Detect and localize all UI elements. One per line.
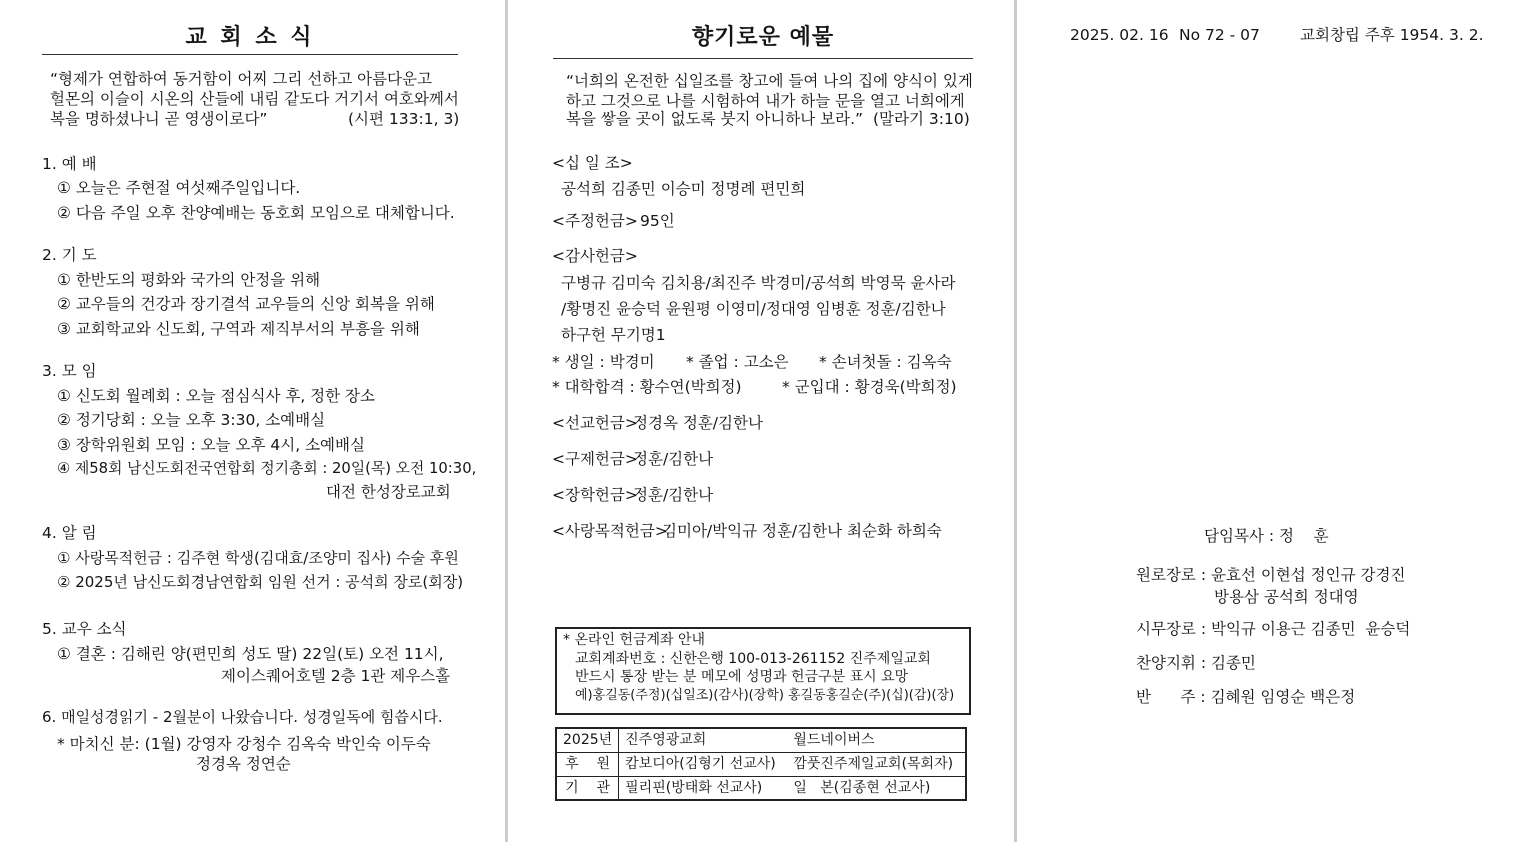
bulletin-issue-number: No 72 - 07 — [1179, 26, 1260, 44]
emeritus-elders: 원로장로 : 윤효선 이현섭 정인규 강경진 — [1136, 566, 1406, 584]
section-announcements-heading: 4. 알 림 — [42, 524, 97, 542]
table-cell: 진주영광교회 — [619, 728, 788, 752]
bible-reading-completed: * 마치신 분: (1월) 강영자 강청수 김옥숙 박인숙 이두숙 — [57, 735, 431, 753]
offerings-title: 향기로운 예물 — [691, 25, 835, 50]
list-item: ② 다음 주일 오후 찬양예배는 동호회 모임으로 대체합니다. — [57, 204, 455, 222]
love-offering-label: <사랑목적헌금> — [552, 522, 668, 540]
psalm-verse-line: 헐몬의 이슬이 시온의 산들에 내림 같도다 거기서 여호와께서 — [50, 90, 459, 108]
scholarship-offering-label: <장학헌금> — [552, 486, 638, 504]
special-offering-admission: * 대학합격 : 황수연(박희정) — [552, 378, 742, 396]
love-offering-names: 김미아/박익규 정훈/김한나 최순화 하희숙 — [662, 522, 942, 540]
bible-reading-completed-cont: 정경옥 정연순 — [196, 755, 291, 773]
special-offering-first-birthday: * 손녀첫돌 : 김옥숙 — [819, 353, 952, 371]
malachi-verse-line: 복을 쌓을 곳이 없도록 붓지 아니하나 보라.” — [566, 110, 864, 128]
psalm-verse-line: “형제가 연합하여 동거함이 어찌 그리 선하고 아름다운고 — [50, 70, 432, 88]
psalm-verse-reference: (시편 133:1, 3) — [348, 110, 460, 128]
weekly-offering-count: 95인 — [640, 212, 675, 230]
online-offering-account: 교회계좌번호 : 신한은행 100-013-261152 진주제일교회 — [575, 650, 931, 667]
online-offering-title: * 온라인 헌금계좌 안내 — [563, 632, 706, 648]
list-item: ③ 장학위원회 모임 : 오늘 오후 4시, 소예배실 — [57, 436, 365, 454]
list-item: ② 정기당회 : 오늘 오후 3:30, 소예배실 — [57, 411, 326, 429]
table-cell: 일 본(김종현 선교사) — [787, 776, 966, 800]
panel-divider-left — [505, 0, 508, 842]
support-organizations-table — [555, 727, 967, 801]
active-elders: 시무장로 : 박익규 이용근 김종민 윤승덕 — [1136, 620, 1411, 638]
psalm-verse-line: 복을 명하셨나니 곧 영생이로다” — [50, 110, 268, 128]
table-cell: 월드네이버스 — [787, 728, 966, 752]
section-meetings-heading: 3. 모 임 — [42, 362, 97, 380]
malachi-verse-line: “너희의 온전한 십일조를 창고에 들여 나의 집에 양식이 있게 — [566, 72, 973, 90]
senior-pastor: 담임목사 : 정 훈 — [1204, 527, 1329, 545]
table-cell: 필리핀(방태화 선교사) — [619, 776, 788, 800]
list-item: ① 결혼 : 김해린 양(편민희 성도 딸) 22일(토) 오전 11시, — [57, 645, 444, 663]
mission-offering-names: 정경옥 정훈/김한나 — [633, 414, 763, 432]
list-item: ② 2025년 남신도회경남연합회 임원 선거 : 공석희 장로(회장) — [57, 573, 464, 591]
section-worship-heading: 1. 예 배 — [42, 155, 97, 173]
special-offering-birthday: * 생일 : 박경미 — [552, 353, 655, 371]
church-news-title: 교 회 소 식 — [185, 25, 315, 50]
thanks-offering-names: 하구헌 무기명1 — [561, 326, 666, 344]
relief-offering-names: 정훈/김한나 — [633, 450, 714, 468]
section-prayer-heading: 2. 기 도 — [42, 246, 97, 264]
malachi-verse-line: 하고 그것으로 나를 시험하여 내가 하늘 문을 열고 너희에게 — [566, 92, 965, 110]
table-row — [556, 728, 966, 752]
list-item: ② 교우들의 건강과 장기결석 교우들의 신앙 회복을 위해 — [57, 295, 435, 313]
section-bible-reading-heading: 6. 매일성경읽기 - 2월분이 나왔습니다. 성경일독에 힘씁시다. — [42, 708, 443, 726]
list-item: ④ 제58회 남신도회전국연합회 정기총회 : 20일(목) 오전 10:30, — [57, 460, 477, 477]
accompanists: 반 주 : 김혜원 임영순 백은정 — [1136, 688, 1356, 706]
offerings-title-rule — [553, 58, 973, 59]
table-cell: 깜풋진주제일교회(목회자) — [787, 752, 966, 776]
online-offering-note: 반드시 통장 받는 분 메모에 성명과 헌금구분 표시 요망 — [575, 669, 909, 685]
panel-divider-right — [1014, 0, 1017, 842]
thanks-offering-names: /황명진 윤승덕 윤원평 이영미/정대영 임병훈 정훈/김한나 — [561, 300, 946, 318]
list-item: ① 사랑목적헌금 : 김주현 학생(김대효/조양미 집사) 수술 후원 — [57, 549, 459, 567]
list-item-continuation: 대전 한성장로교회 — [326, 483, 451, 501]
church-news-title-rule — [42, 54, 458, 55]
mission-offering-label: <선교헌금> — [552, 414, 638, 432]
thanks-offering-label: <감사헌금> — [552, 247, 638, 265]
support-label-cell: 후 원 — [556, 752, 619, 776]
special-offering-enlistment: * 군입대 : 황경욱(박희정) — [782, 378, 957, 396]
support-year-cell: 2025년 — [556, 728, 619, 752]
thanks-offering-names: 구병규 김미숙 김치용/최진주 박경미/공석희 박영묵 윤사라 — [561, 274, 956, 292]
list-item: ① 오늘은 주현절 여섯째주일입니다. — [57, 179, 301, 197]
table-row — [556, 776, 966, 800]
list-item: ① 신도회 월례회 : 오늘 점심식사 후, 정한 장소 — [57, 387, 376, 405]
bulletin-date: 2025. 02. 16 — [1070, 26, 1169, 44]
tithe-names: 공석희 김종민 이승미 정명례 편민희 — [561, 180, 806, 198]
scholarship-offering-names: 정훈/김한나 — [633, 486, 714, 504]
online-offering-example: 예)홍길동(주정)(십일조)(감사)(장학) 홍길동홍길순(주)(십)(감)(장) — [575, 687, 955, 703]
table-row — [556, 752, 966, 776]
choir-conductor: 찬양지휘 : 김종민 — [1136, 654, 1256, 672]
weekly-offering-label: <주정헌금> — [552, 212, 638, 230]
table-cell: 캄보디아(김형기 선교사) — [619, 752, 788, 776]
section-member-news-heading: 5. 교우 소식 — [42, 620, 127, 638]
church-founded-date: 교회창립 주후 1954. 3. 2. — [1300, 26, 1484, 44]
list-item-continuation: 제이스퀘어호텔 2층 1관 제우스홀 — [221, 667, 451, 685]
list-item: ③ 교회학교와 신도회, 구역과 제직부서의 부흥을 위해 — [57, 320, 420, 338]
tithe-label: <십 일 조> — [552, 154, 633, 172]
emeritus-elders-cont: 방용삼 공석희 정대영 — [1214, 588, 1359, 606]
support-label-cell: 기 관 — [556, 776, 619, 800]
relief-offering-label: <구제헌금> — [552, 450, 638, 468]
list-item: ① 한반도의 평화와 국가의 안정을 위해 — [57, 271, 321, 289]
malachi-verse-reference: (말라기 3:10) — [873, 110, 970, 128]
online-offering-box — [555, 627, 971, 715]
special-offering-graduation: * 졸업 : 고소은 — [686, 353, 789, 371]
